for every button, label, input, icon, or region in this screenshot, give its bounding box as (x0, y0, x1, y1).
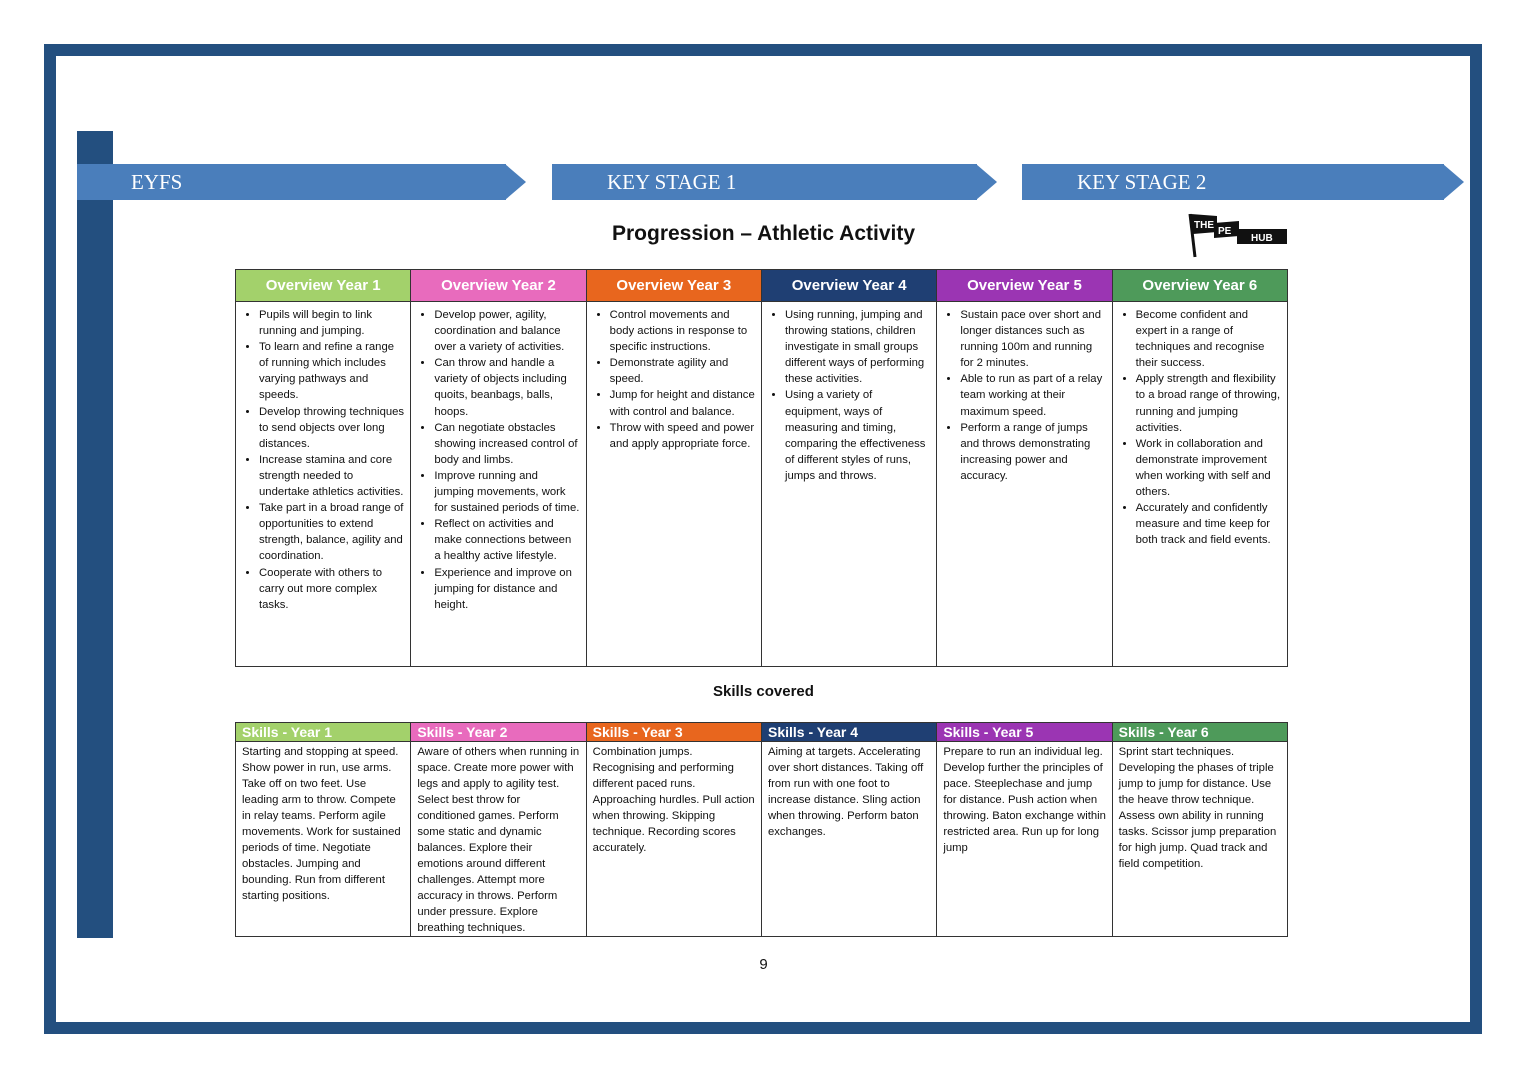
stage-label: KEY STAGE 1 (607, 170, 737, 194)
list-item: • Work in collaboration and demonstrate improvement when working with self and others. (1136, 436, 1281, 500)
list-item: • Perform a range of jumps and throws demonstrating increasing power and accuracy. (960, 420, 1105, 484)
list-item: • Throw with speed and power and apply appropriate force. (610, 420, 755, 452)
list-item: • Using running, jumping and throwing stations, children investigate in small groups different ways of performing these activities. (785, 307, 930, 387)
stage-label: KEY STAGE 2 (1077, 170, 1207, 194)
skills-header-year-4: Skills - Year 4 (761, 723, 936, 742)
logo-word-pe: PE (1218, 226, 1232, 237)
list-item: • Demonstrate agility and speed. (610, 355, 755, 387)
list-item: • Develop power, agility, coordination and balance over a variety of activities. (434, 307, 579, 355)
list-item: • Sustain pace over short and longer distances such as running 100m and running for 2 minutes. (960, 307, 1105, 371)
list-item: • Increase stamina and core strength needed to undertake athletics activities. (259, 452, 404, 500)
list-item: • Can throw and handle a variety of objects including quoits, beanbags, balls, hoops. (434, 355, 579, 419)
skills-cell-year-1: Starting and stopping at speed. Show power in run, use arms. Take off on two feet. Use leading arm to throw. Compete in relay teams. Perform agile movements. Work for sustained periods of time. Negotiate obstacles. Jumping and bounding. Run from different starting positions. (236, 742, 411, 937)
skills-cell-year-4: Aiming at targets. Accelerating over short distances. Taking off from run with one foot to increase distance. Sling action when throwing. Perform baton exchanges. (761, 742, 936, 937)
list-item: • Improve running and jumping movements, work for sustained periods of time. (434, 468, 579, 516)
list-item: • Apply strength and flexibility to a broad range of throwing, running and jumping activities. (1136, 371, 1281, 435)
skills-cell-year-2: Aware of others when running in space. Create more power with legs and apply to agility test. Select best throw for conditioned games. Perform some static and dynamic balances. Explore their emotions around different challenges. Attempt more accuracy in throws. Perform under pressure. Explore breathing techniques. (411, 742, 586, 937)
list-item: • Control movements and body actions in response to specific instructions. (610, 307, 755, 355)
list-item: • Accurately and confidently measure and time keep for both track and field events. (1136, 500, 1281, 548)
sidebar-bar (77, 131, 113, 938)
overview-cell-year-2 (411, 302, 586, 667)
logo-word-the: THE (1194, 220, 1214, 231)
list-item: • Jump for height and distance with control and balance. (610, 387, 755, 419)
overview-header-year-6: Overview Year 6 (1112, 270, 1287, 302)
skills-heading: Skills covered (713, 683, 814, 700)
stage-banner-ks2 (1022, 164, 1444, 200)
overview-cell-year-5 (937, 302, 1112, 667)
skills-header-year-5: Skills - Year 5 (937, 723, 1112, 742)
skills-header-year-1: Skills - Year 1 (236, 723, 411, 742)
overview-header-year-5: Overview Year 5 (937, 270, 1112, 302)
skills-cell-year-5: Prepare to run an individual leg. Develop further the principles of pace. Steeplechase and jump for distance. Push action when throwing. Baton exchange within restricted area. Run up for long jump (937, 742, 1112, 937)
list-item: • Using a variety of equipment, ways of measuring and timing, comparing the effectiveness of different styles of runs, jumps and throws. (785, 387, 930, 484)
skills-cell-year-6: Sprint start techniques. Developing the phases of triple jump to jump for distance. Use the heave throw technique. Assess own ability in running tasks. Scissor jump preparation for high jump. Quad track and field competition. (1112, 742, 1287, 937)
logo-word-hub: HUB (1251, 233, 1273, 244)
list-item: • Can negotiate obstacles showing increased control of body and limbs. (434, 420, 579, 468)
overview-header-year-4: Overview Year 4 (761, 270, 936, 302)
list-item: • Pupils will begin to link running and jumping. (259, 307, 404, 339)
arrow-tip-icon (1443, 164, 1464, 200)
overview-table (235, 269, 1288, 667)
overview-cell-year-3 (586, 302, 761, 667)
skills-table (235, 722, 1288, 937)
arrow-tip-icon (976, 164, 997, 200)
list-item: • Reflect on activities and make connections between a healthy active lifestyle. (434, 516, 579, 564)
list-item: • Able to run as part of a relay team working at their maximum speed. (960, 371, 1105, 419)
stage-banner-eyfs (77, 164, 506, 200)
skills-cell-year-3: Combination jumps. Recognising and performing different paced runs. Approaching hurdles. Pull action when throwing. Skipping technique. Recording scores accurately. (586, 742, 761, 937)
list-item: • Cooperate with others to carry out more complex tasks. (259, 565, 404, 613)
skills-header-year-2: Skills - Year 2 (411, 723, 586, 742)
flag-logo-icon (1187, 212, 1289, 258)
overview-header-year-3: Overview Year 3 (586, 270, 761, 302)
overview-header-year-1: Overview Year 1 (236, 270, 411, 302)
list-item: • To learn and refine a range of running which includes varying pathways and speeds. (259, 339, 404, 403)
overview-cell-year-1 (236, 302, 411, 667)
list-item: • Take part in a broad range of opportunities to extend strength, balance, agility and coordination. (259, 500, 404, 564)
stage-label: EYFS (131, 170, 183, 194)
overview-cell-year-4 (761, 302, 936, 667)
list-item: • Develop throwing techniques to send objects over long distances. (259, 404, 404, 452)
arrow-tip-icon (505, 164, 526, 200)
page-title: Progression – Athletic Activity (611, 222, 916, 245)
skills-header-year-6: Skills - Year 6 (1112, 723, 1287, 742)
overview-cell-year-6 (1112, 302, 1287, 667)
list-item: • Experience and improve on jumping for distance and height. (434, 565, 579, 613)
stage-banner-ks1 (552, 164, 977, 200)
list-item: • Become confident and expert in a range of techniques and recognise their success. (1136, 307, 1281, 371)
page-number: 9 (759, 956, 768, 973)
overview-header-year-2: Overview Year 2 (411, 270, 586, 302)
skills-header-year-3: Skills - Year 3 (586, 723, 761, 742)
